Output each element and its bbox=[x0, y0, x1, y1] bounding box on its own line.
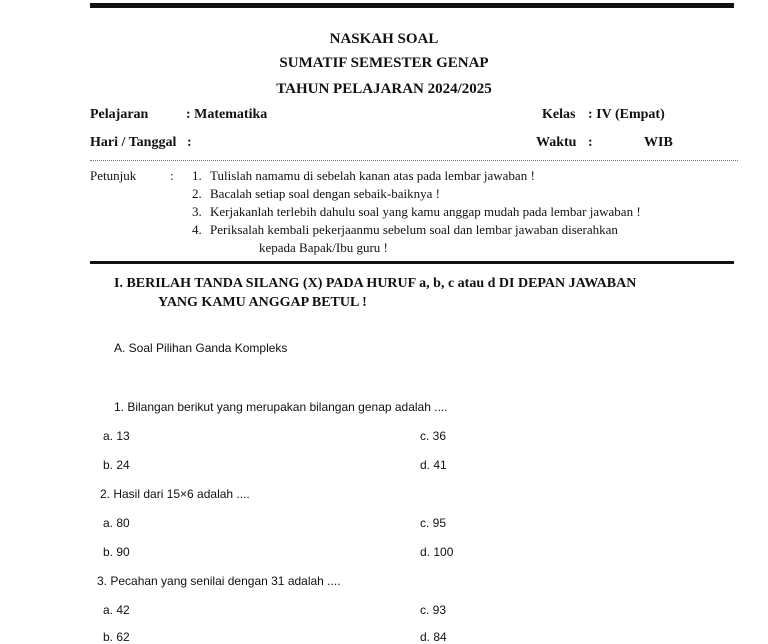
instruction-text: Periksalah kembali pekerjaanmu sebelum soal dan lembar jawaban diserahkan bbox=[210, 222, 618, 237]
pelajaran-label: Pelajaran bbox=[90, 107, 149, 122]
petunjuk-colon: : bbox=[170, 168, 174, 183]
q3-option-b: b. 62 bbox=[103, 630, 130, 644]
q3-option-a: a. 42 bbox=[103, 603, 130, 617]
q1-option-d: d. 41 bbox=[420, 458, 447, 472]
instruction-text: Bacalah setiap soal dengan sebaik-baiknya ! bbox=[210, 186, 440, 201]
petunjuk-label: Petunjuk bbox=[90, 168, 137, 183]
q1-option-c: c. 36 bbox=[420, 429, 447, 443]
instruction-number: 3. bbox=[192, 204, 202, 219]
waktu-label: Waktu bbox=[536, 135, 577, 150]
instruction-item bbox=[192, 167, 641, 185]
section-heading bbox=[114, 274, 636, 312]
question-3: 3. Pecahan yang senilai dengan 31 adalah .... bbox=[97, 574, 341, 588]
q3-option-d: d. 84 bbox=[420, 630, 447, 644]
pelajaran-value: : Matematika bbox=[186, 107, 268, 122]
instruction-item bbox=[192, 203, 641, 221]
question-2: 2. Hasil dari 15×6 adalah .... bbox=[100, 487, 250, 501]
q1-option-b: b. 24 bbox=[103, 458, 130, 472]
q2-option-a: a. 80 bbox=[103, 516, 130, 530]
q1-option-a: a. 13 bbox=[103, 429, 130, 443]
doc-year: TAHUN PELAJARAN 2024/2025 bbox=[276, 81, 492, 97]
waktu-unit: WIB bbox=[644, 135, 673, 150]
kelas-value: : IV (Empat) bbox=[588, 107, 665, 122]
question-1: 1. Bilangan berikut yang merupakan bilangan genap adalah .... bbox=[114, 400, 448, 414]
q2-option-b: b. 90 bbox=[103, 545, 130, 559]
instruction-list bbox=[192, 167, 641, 257]
instruction-item bbox=[192, 185, 641, 203]
q2-option-c: c. 95 bbox=[420, 516, 447, 530]
subsection-title: A. Soal Pilihan Ganda Kompleks bbox=[114, 341, 288, 355]
doc-title: NASKAH SOAL bbox=[329, 31, 439, 47]
instruction-number: 2. bbox=[192, 186, 202, 201]
instruction-number: 1. bbox=[192, 168, 202, 183]
waktu-value: : bbox=[588, 135, 593, 150]
section-rule bbox=[90, 261, 734, 264]
kelas-label: Kelas bbox=[542, 107, 576, 122]
q3-option-c: c. 93 bbox=[420, 603, 447, 617]
instruction-text-cont: kepada Bapak/Ibu guru ! bbox=[259, 240, 388, 255]
doc-subtitle: SUMATIF SEMESTER GENAP bbox=[279, 55, 489, 71]
instruction-number: 4. bbox=[192, 222, 202, 237]
hari-value: : bbox=[187, 135, 192, 150]
q2-option-d: d. 100 bbox=[420, 545, 454, 559]
instruction-item bbox=[192, 221, 641, 239]
top-rule bbox=[90, 3, 734, 8]
dotted-divider bbox=[90, 160, 738, 161]
section-heading-line1: I. BERILAH TANDA SILANG (X) PADA HURUF a, b, c atau d DI DEPAN JAWABAN bbox=[114, 276, 637, 291]
instruction-text: Tulislah namamu di sebelah kanan atas pada lembar jawaban ! bbox=[210, 168, 535, 183]
instruction-item-cont bbox=[192, 239, 641, 257]
instruction-text: Kerjakanlah terlebih dahulu soal yang kamu anggap mudah pada lembar jawaban ! bbox=[210, 204, 641, 219]
hari-label: Hari / Tanggal bbox=[90, 135, 177, 150]
section-heading-line2: YANG KAMU ANGGAP BETUL ! bbox=[158, 295, 367, 310]
